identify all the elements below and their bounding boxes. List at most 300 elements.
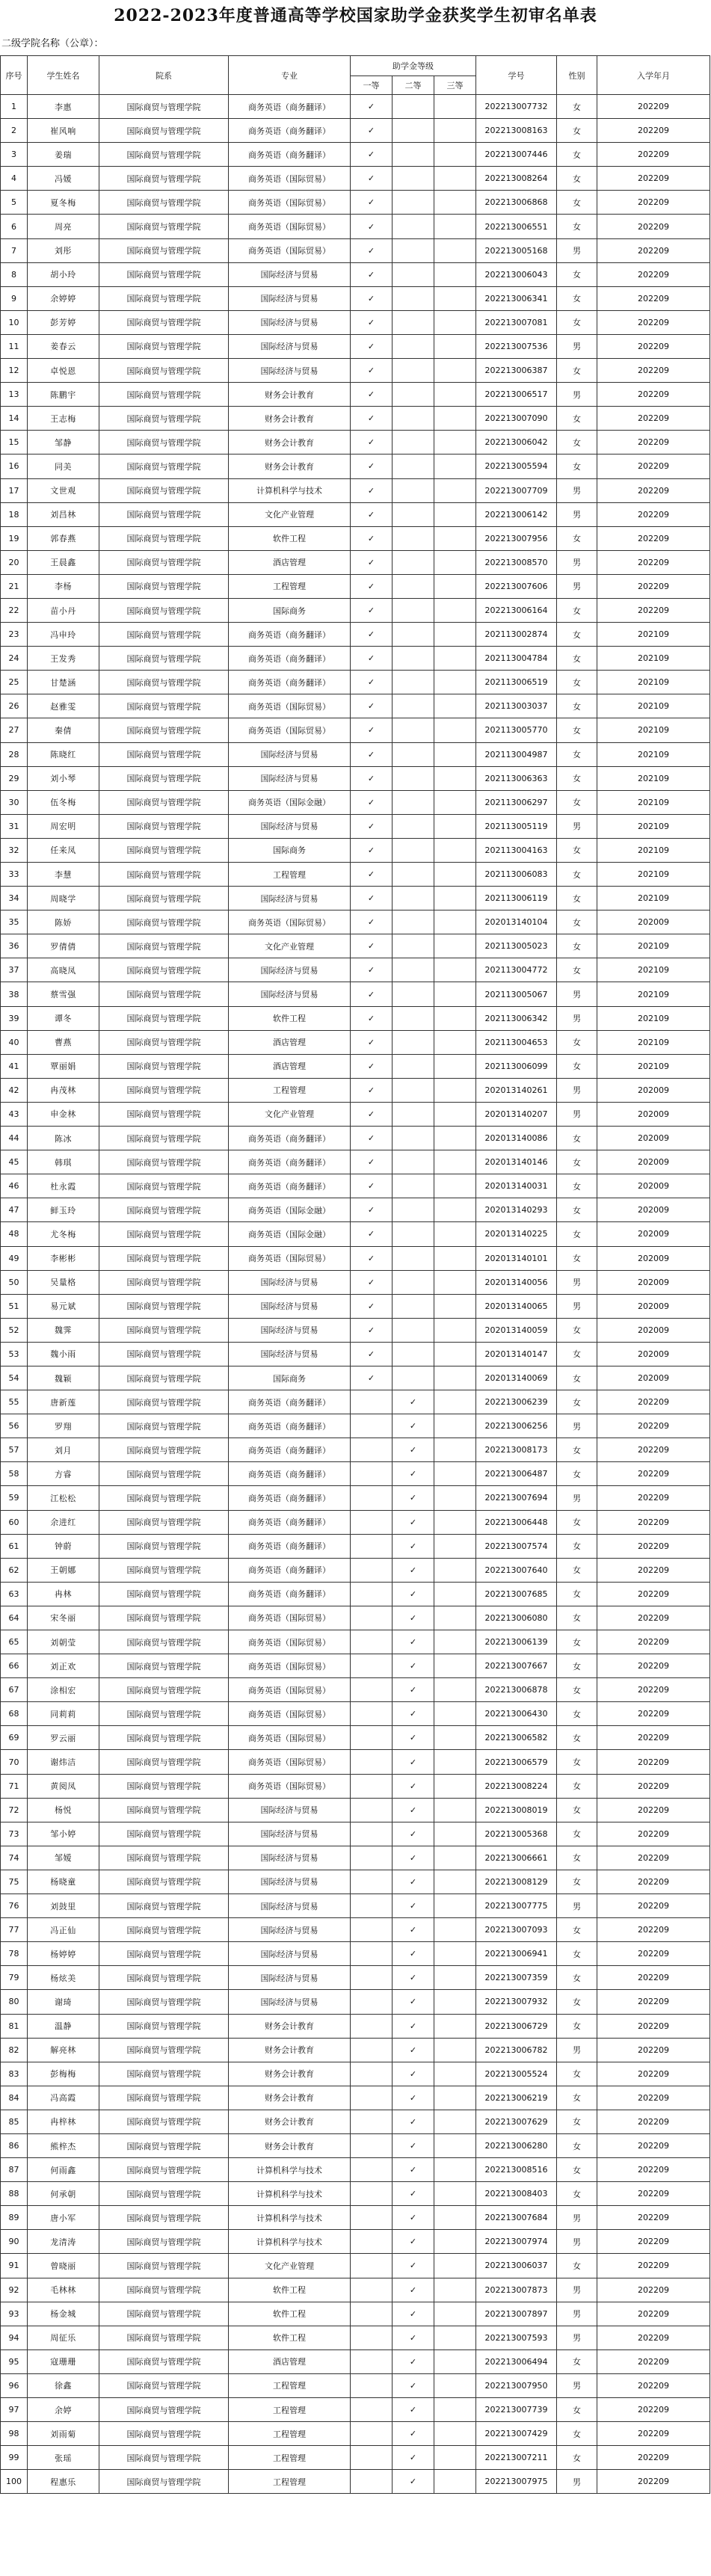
level2-cell (393, 119, 434, 143)
name-cell: 刘小琴 (28, 766, 99, 790)
gender-cell: 男 (557, 502, 597, 526)
level3-cell (434, 1414, 476, 1438)
enroll-cell: 202209 (597, 1486, 710, 1510)
level3-cell (434, 1558, 476, 1582)
table-body (1, 95, 710, 2494)
level1-cell (351, 1486, 393, 1510)
table-row (1, 574, 710, 598)
seq-cell: 25 (1, 671, 28, 694)
level1-cell: ✓ (351, 167, 393, 191)
level3-cell (434, 718, 476, 742)
major-cell: 文化产业管理 (229, 502, 351, 526)
name-cell: 邹静 (28, 431, 99, 455)
major-cell: 酒店管理 (229, 1054, 351, 1078)
seq-cell: 67 (1, 1678, 28, 1702)
level1-cell: ✓ (351, 119, 393, 143)
seq-cell: 65 (1, 1630, 28, 1654)
table-row (1, 1198, 710, 1222)
table-row (1, 2062, 710, 2086)
dept-cell: 国际商贸与管理学院 (99, 1846, 229, 1870)
student-id-cell: 202213006878 (476, 1678, 557, 1702)
student-id-cell: 202213006729 (476, 2014, 557, 2038)
dept-cell: 国际商贸与管理学院 (99, 1342, 229, 1366)
enroll-cell: 202209 (597, 2086, 710, 2110)
level2-cell (393, 359, 434, 383)
name-cell: 王发秀 (28, 647, 99, 671)
level2-cell: ✓ (393, 1414, 434, 1438)
level2-cell (393, 1318, 434, 1342)
major-cell: 国际经济与贸易 (229, 1918, 351, 1942)
table-row (1, 1774, 710, 1798)
seq-cell: 10 (1, 310, 28, 334)
level1-cell (351, 1630, 393, 1654)
seq-cell: 33 (1, 863, 28, 887)
dept-cell: 国际商贸与管理学院 (99, 1630, 229, 1654)
enroll-cell: 202209 (597, 526, 710, 550)
level3-cell (434, 2158, 476, 2182)
name-cell: 温静 (28, 2014, 99, 2038)
gender-cell: 女 (557, 718, 597, 742)
level2-cell: ✓ (393, 1582, 434, 1606)
name-cell: 李彬彬 (28, 1246, 99, 1270)
gender-cell: 男 (557, 1486, 597, 1510)
level1-cell: ✓ (351, 191, 393, 215)
dept-cell: 国际商贸与管理学院 (99, 2446, 229, 2470)
dept-cell: 国际商贸与管理学院 (99, 1030, 229, 1054)
level3-cell (434, 887, 476, 910)
gender-cell: 女 (557, 2110, 597, 2133)
dept-cell: 国际商贸与管理学院 (99, 598, 229, 622)
enroll-cell: 202209 (597, 2254, 710, 2278)
major-cell: 商务英语（国际贸易） (229, 215, 351, 238)
level2-cell: ✓ (393, 1630, 434, 1654)
level2-cell: ✓ (393, 2014, 434, 2038)
enroll-cell: 202109 (597, 934, 710, 958)
table-row (1, 1678, 710, 1702)
level3-cell (434, 1894, 476, 1918)
dept-cell: 国际商贸与管理学院 (99, 1918, 229, 1942)
level3-cell (434, 1462, 476, 1486)
student-id-cell: 202013140031 (476, 1174, 557, 1198)
seq-cell: 19 (1, 526, 28, 550)
table-row (1, 1318, 710, 1342)
major-cell: 国际经济与贸易 (229, 334, 351, 358)
enroll-cell: 202209 (597, 238, 710, 262)
student-id-cell: 202113005770 (476, 718, 557, 742)
enroll-cell: 202209 (597, 2158, 710, 2182)
gender-cell: 女 (557, 1678, 597, 1702)
student-id-cell: 202013140104 (476, 910, 557, 934)
table-row (1, 455, 710, 478)
student-id-cell: 202113006083 (476, 863, 557, 887)
enroll-cell: 202209 (597, 95, 710, 119)
enroll-cell: 202209 (597, 1462, 710, 1486)
seq-cell: 88 (1, 2182, 28, 2206)
major-cell: 商务英语（国际贸易） (229, 1774, 351, 1798)
student-id-cell: 202213006582 (476, 1726, 557, 1750)
level1-cell (351, 2446, 393, 2470)
table-row (1, 982, 710, 1006)
gender-cell: 女 (557, 455, 597, 478)
major-cell: 商务英语（国际贸易） (229, 1246, 351, 1270)
major-cell: 工程管理 (229, 2398, 351, 2422)
level1-cell (351, 2373, 393, 2397)
enroll-cell: 202009 (597, 1222, 710, 1246)
name-cell: 周晓学 (28, 887, 99, 910)
level1-cell: ✓ (351, 934, 393, 958)
seq-cell: 12 (1, 359, 28, 383)
name-cell: 陈冰 (28, 1127, 99, 1150)
gender-cell: 男 (557, 478, 597, 502)
seq-cell: 31 (1, 814, 28, 838)
student-id-cell: 202213006430 (476, 1702, 557, 1726)
student-id-cell: 202213006239 (476, 1390, 557, 1414)
student-id-cell: 202013140056 (476, 1270, 557, 1294)
enroll-cell: 202009 (597, 1270, 710, 1294)
level1-cell (351, 1438, 393, 1462)
enroll-cell: 202109 (597, 718, 710, 742)
name-cell: 罗云丽 (28, 1726, 99, 1750)
table-row (1, 2422, 710, 2446)
student-id-cell: 202213007684 (476, 2206, 557, 2230)
student-id-cell: 202213007593 (476, 2326, 557, 2349)
name-cell: 甘楚涵 (28, 671, 99, 694)
student-id-cell: 202213008264 (476, 167, 557, 191)
gender-cell: 女 (557, 2182, 597, 2206)
gender-cell: 女 (557, 1390, 597, 1414)
student-id-cell: 202113004784 (476, 647, 557, 671)
table-row (1, 191, 710, 215)
level2-cell: ✓ (393, 2398, 434, 2422)
level1-cell (351, 2326, 393, 2349)
level2-cell (393, 1294, 434, 1318)
dept-cell: 国际商贸与管理学院 (99, 143, 229, 167)
name-cell: 徐鑫 (28, 2373, 99, 2397)
dept-cell: 国际商贸与管理学院 (99, 1534, 229, 1558)
level2-cell: ✓ (393, 1534, 434, 1558)
college-name-label: 二级学院名称（公章）： (1, 38, 104, 49)
table-row (1, 1894, 710, 1918)
gender-cell: 女 (557, 1342, 597, 1366)
level3-cell (434, 215, 476, 238)
level3-cell (434, 431, 476, 455)
enroll-cell: 202009 (597, 1366, 710, 1390)
level2-cell (393, 383, 434, 407)
table-row (1, 2086, 710, 2110)
level2-cell: ✓ (393, 1654, 434, 1678)
level3-cell (434, 359, 476, 383)
major-cell: 商务英语（商务翻译） (229, 1150, 351, 1174)
major-cell: 国际经济与贸易 (229, 1822, 351, 1846)
student-id-cell: 202213006487 (476, 1462, 557, 1486)
major-cell: 商务英语（国际贸易） (229, 167, 351, 191)
level1-cell: ✓ (351, 455, 393, 478)
gender-cell: 女 (557, 143, 597, 167)
table-row (1, 2014, 710, 2038)
seq-cell: 9 (1, 286, 28, 310)
level1-cell: ✓ (351, 550, 393, 574)
dept-cell: 国际商贸与管理学院 (99, 1150, 229, 1174)
enroll-cell: 202209 (597, 143, 710, 167)
student-id-cell: 202213006037 (476, 2254, 557, 2278)
enroll-cell: 202209 (597, 2230, 710, 2254)
name-cell: 同莉莉 (28, 1702, 99, 1726)
gender-cell: 男 (557, 814, 597, 838)
seq-cell: 54 (1, 1366, 28, 1390)
gender-cell: 女 (557, 2158, 597, 2182)
seq-cell: 97 (1, 2398, 28, 2422)
gender-cell: 女 (557, 262, 597, 286)
dept-cell: 国际商贸与管理学院 (99, 910, 229, 934)
name-cell: 龙清涛 (28, 2230, 99, 2254)
student-id-cell: 202213007897 (476, 2302, 557, 2326)
level1-cell: ✓ (351, 694, 393, 718)
table-row (1, 1822, 710, 1846)
gender-cell: 女 (557, 1510, 597, 1534)
table-row (1, 1510, 710, 1534)
table-row (1, 2133, 710, 2157)
student-id-cell: 202213007429 (476, 2422, 557, 2446)
level3-cell (434, 502, 476, 526)
enroll-cell: 202209 (597, 1558, 710, 1582)
dept-cell: 国际商贸与管理学院 (99, 2062, 229, 2086)
name-cell: 吴量格 (28, 1270, 99, 1294)
level2-cell: ✓ (393, 1702, 434, 1726)
level2-cell: ✓ (393, 2326, 434, 2349)
table-row (1, 694, 710, 718)
name-cell: 韩琪 (28, 1150, 99, 1174)
gender-cell: 女 (557, 1534, 597, 1558)
table-row (1, 1222, 710, 1246)
level2-cell (393, 502, 434, 526)
major-cell: 国际经济与贸易 (229, 742, 351, 766)
dept-cell: 国际商贸与管理学院 (99, 1750, 229, 1774)
level2-cell (393, 1150, 434, 1174)
major-cell: 国际经济与贸易 (229, 1270, 351, 1294)
level3-cell (434, 1222, 476, 1246)
level3-cell (434, 2446, 476, 2470)
name-cell: 唐小军 (28, 2206, 99, 2230)
enroll-cell: 202209 (597, 407, 710, 431)
seq-cell: 21 (1, 574, 28, 598)
major-cell: 文化产业管理 (229, 1102, 351, 1126)
major-cell: 国际商务 (229, 838, 351, 862)
student-id-cell: 202213006256 (476, 1414, 557, 1438)
dept-cell: 国际商贸与管理学院 (99, 1486, 229, 1510)
table-row (1, 550, 710, 574)
level3-cell (434, 1630, 476, 1654)
gender-cell: 女 (557, 2398, 597, 2422)
table-row (1, 838, 710, 862)
level2-cell (393, 718, 434, 742)
seq-cell: 76 (1, 1894, 28, 1918)
name-cell: 彭芳婷 (28, 310, 99, 334)
level1-cell (351, 1606, 393, 1630)
major-cell: 国际经济与贸易 (229, 887, 351, 910)
level2-cell: ✓ (393, 1774, 434, 1798)
major-cell: 国际经济与贸易 (229, 1294, 351, 1318)
seq-cell: 36 (1, 934, 28, 958)
student-id-cell: 202213006341 (476, 286, 557, 310)
gender-cell: 男 (557, 2038, 597, 2062)
name-cell: 刘朝莹 (28, 1630, 99, 1654)
table-row (1, 1342, 710, 1366)
dept-cell: 国际商贸与管理学院 (99, 1246, 229, 1270)
dept-cell: 国际商贸与管理学院 (99, 383, 229, 407)
enroll-cell: 202209 (597, 310, 710, 334)
dept-cell: 国际商贸与管理学院 (99, 478, 229, 502)
table-row (1, 383, 710, 407)
gender-cell: 女 (557, 2086, 597, 2110)
table-row (1, 1798, 710, 1822)
major-cell: 酒店管理 (229, 550, 351, 574)
dept-cell: 国际商贸与管理学院 (99, 191, 229, 215)
level1-cell (351, 2230, 393, 2254)
seq-cell: 83 (1, 2062, 28, 2086)
level1-cell: ✓ (351, 1294, 393, 1318)
gender-cell: 男 (557, 2470, 597, 2494)
level3-cell (434, 1318, 476, 1342)
level2-cell (393, 671, 434, 694)
gender-cell: 女 (557, 526, 597, 550)
enroll-cell: 202209 (597, 1942, 710, 1966)
name-cell: 毛林林 (28, 2278, 99, 2302)
level2-cell: ✓ (393, 1750, 434, 1774)
dept-cell: 国际商贸与管理学院 (99, 1774, 229, 1798)
table-row (1, 167, 710, 191)
enroll-cell: 202209 (597, 2349, 710, 2373)
level3-cell (434, 1918, 476, 1942)
student-id-cell: 202213006448 (476, 1510, 557, 1534)
student-id-cell: 202213007775 (476, 1894, 557, 1918)
gender-cell: 女 (557, 1606, 597, 1630)
name-cell: 张瑶 (28, 2446, 99, 2470)
gender-cell: 女 (557, 1222, 597, 1246)
major-cell: 酒店管理 (229, 1030, 351, 1054)
student-id-cell: 202213006142 (476, 502, 557, 526)
seq-cell: 18 (1, 502, 28, 526)
enroll-cell: 202009 (597, 1127, 710, 1150)
major-cell: 财务会计教育 (229, 2062, 351, 2086)
gender-cell: 女 (557, 1198, 597, 1222)
seq-cell: 34 (1, 887, 28, 910)
level3-cell (434, 742, 476, 766)
major-cell: 国际经济与贸易 (229, 1342, 351, 1366)
enroll-cell: 202109 (597, 838, 710, 862)
table-row (1, 1654, 710, 1678)
name-cell: 刘月 (28, 1438, 99, 1462)
seq-cell: 98 (1, 2422, 28, 2446)
header-student-id: 学号 (476, 56, 557, 95)
gender-cell: 女 (557, 215, 597, 238)
gender-cell: 男 (557, 1078, 597, 1102)
dept-cell: 国际商贸与管理学院 (99, 1966, 229, 1990)
enroll-cell: 202109 (597, 742, 710, 766)
level3-cell (434, 1654, 476, 1678)
level1-cell (351, 2014, 393, 2038)
dept-cell: 国际商贸与管理学院 (99, 1798, 229, 1822)
level3-cell (434, 119, 476, 143)
gender-cell: 男 (557, 1894, 597, 1918)
level3-cell (434, 1582, 476, 1606)
gender-cell: 女 (557, 1966, 597, 1990)
table-row (1, 310, 710, 334)
level1-cell: ✓ (351, 1246, 393, 1270)
level2-cell: ✓ (393, 2110, 434, 2133)
seq-cell: 73 (1, 1822, 28, 1846)
name-cell: 冉梓林 (28, 2110, 99, 2133)
table-row (1, 671, 710, 694)
level2-cell (393, 647, 434, 671)
enroll-cell: 202109 (597, 982, 710, 1006)
table-row (1, 2206, 710, 2230)
seq-cell: 91 (1, 2254, 28, 2278)
gender-cell: 女 (557, 1846, 597, 1870)
student-id-cell: 202213007975 (476, 2470, 557, 2494)
student-id-cell: 202213006080 (476, 1606, 557, 1630)
student-id-cell: 202213007574 (476, 1534, 557, 1558)
gender-cell: 女 (557, 2133, 597, 2157)
seq-cell: 62 (1, 1558, 28, 1582)
major-cell: 国际经济与贸易 (229, 982, 351, 1006)
gender-cell: 女 (557, 2422, 597, 2446)
level3-cell (434, 1774, 476, 1798)
level3-cell (434, 1942, 476, 1966)
enroll-cell: 202209 (597, 2373, 710, 2397)
student-id-cell: 202113003037 (476, 694, 557, 718)
gender-cell: 男 (557, 2326, 597, 2349)
table-row (1, 598, 710, 622)
level1-cell: ✓ (351, 766, 393, 790)
enroll-cell: 202109 (597, 1054, 710, 1078)
gender-cell: 女 (557, 407, 597, 431)
student-id-cell: 202213007090 (476, 407, 557, 431)
level3-cell (434, 1678, 476, 1702)
enroll-cell: 202209 (597, 431, 710, 455)
level1-cell: ✓ (351, 1102, 393, 1126)
level1-cell (351, 2110, 393, 2133)
gender-cell: 男 (557, 1294, 597, 1318)
dept-cell: 国际商贸与管理学院 (99, 982, 229, 1006)
major-cell: 国际经济与贸易 (229, 1318, 351, 1342)
level1-cell: ✓ (351, 1054, 393, 1078)
student-id-cell: 202213006661 (476, 1846, 557, 1870)
table-row (1, 1462, 710, 1486)
level1-cell (351, 1942, 393, 1966)
seq-cell: 75 (1, 1870, 28, 1894)
name-cell: 魏小雨 (28, 1342, 99, 1366)
enroll-cell: 202209 (597, 1414, 710, 1438)
seq-cell: 81 (1, 2014, 28, 2038)
student-id-cell: 202213007932 (476, 1990, 557, 2014)
major-cell: 商务英语（国际贸易） (229, 1726, 351, 1750)
level1-cell: ✓ (351, 1030, 393, 1054)
major-cell: 国际经济与贸易 (229, 814, 351, 838)
level2-cell (393, 623, 434, 647)
seq-cell: 28 (1, 742, 28, 766)
name-cell: 魏霁 (28, 1318, 99, 1342)
header-enroll: 入学年月 (597, 56, 710, 95)
dept-cell: 国际商贸与管理学院 (99, 1510, 229, 1534)
level2-cell (393, 191, 434, 215)
level3-cell (434, 1438, 476, 1462)
seq-cell: 29 (1, 766, 28, 790)
level1-cell: ✓ (351, 359, 393, 383)
seq-cell: 5 (1, 191, 28, 215)
level3-cell (434, 2254, 476, 2278)
seq-cell: 55 (1, 1390, 28, 1414)
seq-cell: 7 (1, 238, 28, 262)
